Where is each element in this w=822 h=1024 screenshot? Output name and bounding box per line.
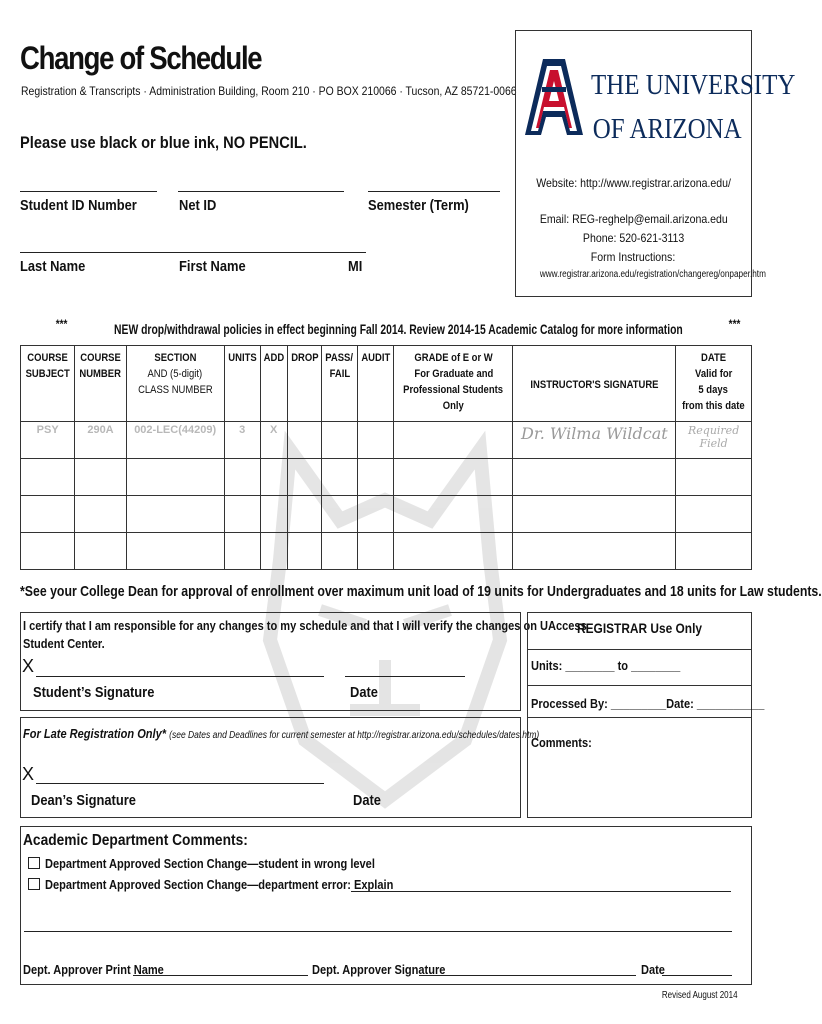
dean-approval-note: *See your College Dean for approval of enrollment over maximum unit load of 19 units for Undergraduates and 18 units for Law students. bbox=[20, 583, 822, 600]
approver-print-field[interactable] bbox=[133, 975, 308, 976]
department-title: Academic Department Comments: bbox=[23, 832, 248, 849]
net-id-field[interactable] bbox=[178, 191, 344, 192]
table-row bbox=[21, 496, 752, 533]
page-title: Change of Schedule bbox=[20, 40, 262, 76]
col-drop: DROP bbox=[287, 346, 322, 422]
approver-date-label: Date bbox=[641, 962, 665, 977]
cell-add[interactable]: X bbox=[260, 422, 287, 459]
name-field[interactable] bbox=[20, 252, 366, 253]
semester-label: Semester (Term) bbox=[368, 197, 469, 214]
registrar-title-divider bbox=[527, 649, 752, 650]
approver-signature-field[interactable] bbox=[419, 975, 636, 976]
registrar-comments: Comments: bbox=[531, 735, 592, 750]
registrar-units: Units: ________ to ________ bbox=[531, 658, 681, 673]
registrar-title: REGISTRAR Use Only bbox=[577, 620, 702, 636]
explain-field[interactable] bbox=[351, 891, 731, 892]
wrong-level-checkbox[interactable] bbox=[28, 857, 40, 869]
col-pass-fail: PASS/ FAIL bbox=[322, 346, 357, 422]
registrar-box bbox=[527, 612, 752, 818]
student-id-label: Student ID Number bbox=[20, 197, 137, 214]
cell-subject[interactable]: PSY bbox=[21, 422, 75, 459]
cell-number[interactable]: 290A bbox=[75, 422, 126, 459]
department-error-checkbox[interactable] bbox=[28, 878, 40, 890]
cell-date[interactable]: Required Field bbox=[676, 422, 752, 459]
student-date-field[interactable] bbox=[345, 676, 465, 677]
student-id-field[interactable] bbox=[20, 191, 157, 192]
dean-signature-label: Dean’s Signature bbox=[31, 792, 136, 809]
table-row-example bbox=[21, 422, 752, 459]
cell-instructor-signature[interactable]: Dr. Wilma Wildcat bbox=[513, 422, 676, 459]
website-text[interactable]: Website: http://www.registrar.arizona.edu/ bbox=[536, 176, 731, 190]
table-header-row bbox=[21, 346, 752, 422]
university-logo-icon bbox=[525, 57, 583, 137]
policy-prefix: *** bbox=[55, 318, 68, 331]
first-name-label: First Name bbox=[179, 258, 246, 275]
logo-line-2: OF ARIZONA bbox=[592, 113, 742, 145]
col-course-subject: COURSE SUBJECT bbox=[21, 346, 75, 422]
cell-drop[interactable] bbox=[287, 422, 322, 459]
student-x-mark: X bbox=[22, 656, 35, 676]
col-units: UNITS bbox=[224, 346, 260, 422]
col-course-number: COURSE NUMBER bbox=[75, 346, 126, 422]
office-address: Registration & Transcripts · Administration Building, Room 210 · PO BOX 210066 · Tucson, AZ 85721-0066 bbox=[21, 84, 517, 98]
registrar-processed-divider bbox=[527, 717, 752, 718]
policy-suffix: *** bbox=[728, 318, 741, 331]
col-date: DATE Valid for 5 days from this date bbox=[676, 346, 752, 422]
cell-section[interactable]: 002-LEC(44209) bbox=[126, 422, 224, 459]
col-audit: AUDIT bbox=[357, 346, 394, 422]
semester-field[interactable] bbox=[368, 191, 500, 192]
university-logo-text bbox=[591, 63, 795, 151]
form-instructions-label: Form Instructions: bbox=[591, 250, 676, 264]
logo-line-1: THE UNIVERSITY bbox=[591, 69, 796, 101]
email-text[interactable]: Email: REG-reghelp@email.arizona.edu bbox=[539, 212, 728, 226]
certify-text-line2: Student Center. bbox=[23, 636, 105, 651]
department-error-label: Department Approved Section Change—department error: Explain bbox=[45, 877, 394, 892]
instructions-link[interactable]: www.registrar.arizona.edu/registration/changereg/onpaper.htm bbox=[539, 269, 766, 280]
student-signature-label: Student’s Signature bbox=[33, 684, 155, 701]
cell-grade[interactable] bbox=[394, 422, 513, 459]
registrar-processed: Processed By: _________Date: ___________ bbox=[531, 696, 765, 711]
cell-audit[interactable] bbox=[357, 422, 394, 459]
explain-field-continued[interactable] bbox=[24, 931, 732, 932]
col-add: ADD bbox=[260, 346, 287, 422]
ink-notice: Please use black or blue ink, NO PENCIL. bbox=[20, 133, 307, 152]
phone-text: Phone: 520-621-3113 bbox=[582, 231, 685, 245]
net-id-label: Net ID bbox=[179, 197, 217, 214]
cell-pass-fail[interactable] bbox=[322, 422, 357, 459]
approver-date-field[interactable] bbox=[662, 975, 732, 976]
dean-date-label: Date bbox=[353, 792, 381, 809]
course-change-table bbox=[20, 345, 752, 570]
certify-text-line1: I certify that I am responsible for any changes to my schedule and that I will verify the changes on UAccess bbox=[23, 618, 587, 633]
col-instructor-signature: INSTRUCTOR'S SIGNATURE bbox=[513, 346, 676, 422]
student-signature-field[interactable] bbox=[36, 676, 324, 677]
policy-text: NEW drop/withdrawal policies in effect beginning Fall 2014. Review 2014-15 Academic Catalog for more information bbox=[113, 320, 683, 337]
late-registration-label: For Late Registration Only* (see Dates and Deadlines for current semester at http://registrar.arizona.edu/schedules/dates.htm) bbox=[23, 726, 540, 741]
mi-label: MI bbox=[348, 258, 363, 275]
cell-units[interactable]: 3 bbox=[224, 422, 260, 459]
dean-signature-field[interactable] bbox=[36, 783, 324, 784]
policy-notice bbox=[0, 318, 770, 337]
student-date-label: Date bbox=[350, 684, 378, 701]
wrong-level-label: Department Approved Section Change—student in wrong level bbox=[45, 856, 375, 871]
registrar-units-divider bbox=[527, 685, 752, 686]
approver-signature-label: Dept. Approver Signature bbox=[312, 962, 446, 977]
dean-x-mark: X bbox=[22, 764, 35, 784]
table-row bbox=[21, 533, 752, 570]
last-name-label: Last Name bbox=[20, 258, 86, 275]
revised-date: Revised August 2014 bbox=[662, 990, 738, 1001]
approver-print-label: Dept. Approver Print Name bbox=[23, 962, 164, 977]
table-row bbox=[21, 459, 752, 496]
col-grade: GRADE of E or W For Graduate and Professional Students Only bbox=[394, 346, 513, 422]
col-section: SECTION AND (5-digit) CLASS NUMBER bbox=[126, 346, 224, 422]
